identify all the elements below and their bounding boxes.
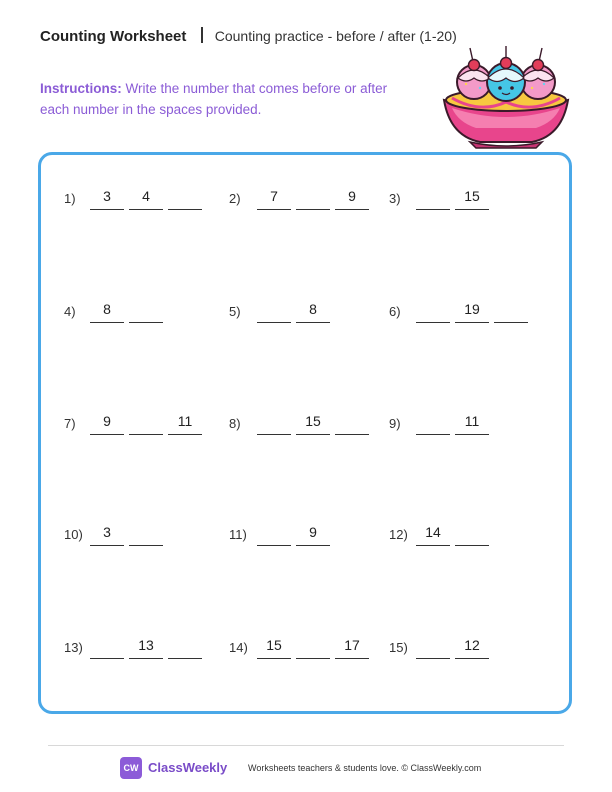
given-number: 14: [416, 523, 450, 546]
footer-divider: [48, 745, 564, 746]
given-number: 9: [335, 187, 369, 210]
page-subtitle: Counting practice - before / after (1-20): [214, 28, 457, 44]
given-number: 8: [296, 300, 330, 323]
problem-number: 2): [229, 191, 241, 206]
answer-blank[interactable]: [129, 523, 163, 546]
problem-number: 1): [64, 191, 76, 206]
given-number: 11: [455, 412, 489, 435]
footer: [0, 756, 612, 780]
problem-number: 5): [229, 304, 241, 319]
answer-blank[interactable]: [168, 636, 202, 659]
given-number: 15: [455, 187, 489, 210]
answer-blank[interactable]: [257, 412, 291, 435]
problem-number: 4): [64, 304, 76, 319]
given-number: 11: [168, 412, 202, 435]
answer-blank[interactable]: [257, 300, 291, 323]
given-number: 9: [90, 412, 124, 435]
answer-blank[interactable]: [296, 636, 330, 659]
instructions-text: Write the number that comes before or after each number in the spaces provided.: [40, 81, 388, 117]
problem-number: 7): [64, 416, 76, 431]
instructions: [40, 78, 420, 120]
given-number: 7: [257, 187, 291, 210]
problem-number: 12): [389, 527, 408, 542]
given-number: 13: [129, 636, 163, 659]
problem-number: 14): [229, 640, 248, 655]
answer-blank[interactable]: [416, 636, 450, 659]
problem-number: 6): [389, 304, 401, 319]
banana-split-sundae-icon: [440, 38, 572, 150]
page-title: Counting Worksheet: [40, 28, 187, 45]
given-number: 3: [90, 523, 124, 546]
answer-blank[interactable]: [494, 300, 528, 323]
problem-number: 13): [64, 640, 83, 655]
problem-number: 11): [229, 527, 247, 542]
answer-blank[interactable]: [416, 412, 450, 435]
given-number: 4: [129, 187, 163, 210]
given-number: 19: [455, 300, 489, 323]
given-number: 15: [296, 412, 330, 435]
given-number: 9: [296, 523, 330, 546]
answer-blank[interactable]: [416, 300, 450, 323]
footer-brand: ClassWeekly: [148, 760, 228, 775]
problem-number: 9): [389, 416, 401, 431]
problem-number: 3): [389, 191, 401, 206]
problem-number: 15): [389, 640, 408, 655]
answer-blank[interactable]: [90, 636, 124, 659]
problem-number: 10): [64, 527, 83, 542]
answer-blank[interactable]: [168, 187, 202, 210]
given-number: 15: [257, 636, 291, 659]
given-number: 17: [335, 636, 369, 659]
answer-blank[interactable]: [129, 300, 163, 323]
answer-blank[interactable]: [296, 187, 330, 210]
classweekly-logo-icon: CW: [120, 757, 142, 779]
answer-blank[interactable]: [335, 412, 369, 435]
footer-tagline: Worksheets teachers & students love. © ClassWeekly.com: [248, 763, 482, 773]
answer-blank[interactable]: [455, 523, 489, 546]
given-number: 3: [90, 187, 124, 210]
problem-number: 8): [229, 416, 241, 431]
title-divider: [201, 27, 203, 43]
given-number: 12: [455, 636, 489, 659]
instructions-label: Instructions:: [40, 81, 122, 96]
worksheet-header: [40, 27, 457, 45]
given-number: 8: [90, 300, 124, 323]
answer-blank[interactable]: [257, 523, 291, 546]
answer-blank[interactable]: [129, 412, 163, 435]
answer-blank[interactable]: [416, 187, 450, 210]
